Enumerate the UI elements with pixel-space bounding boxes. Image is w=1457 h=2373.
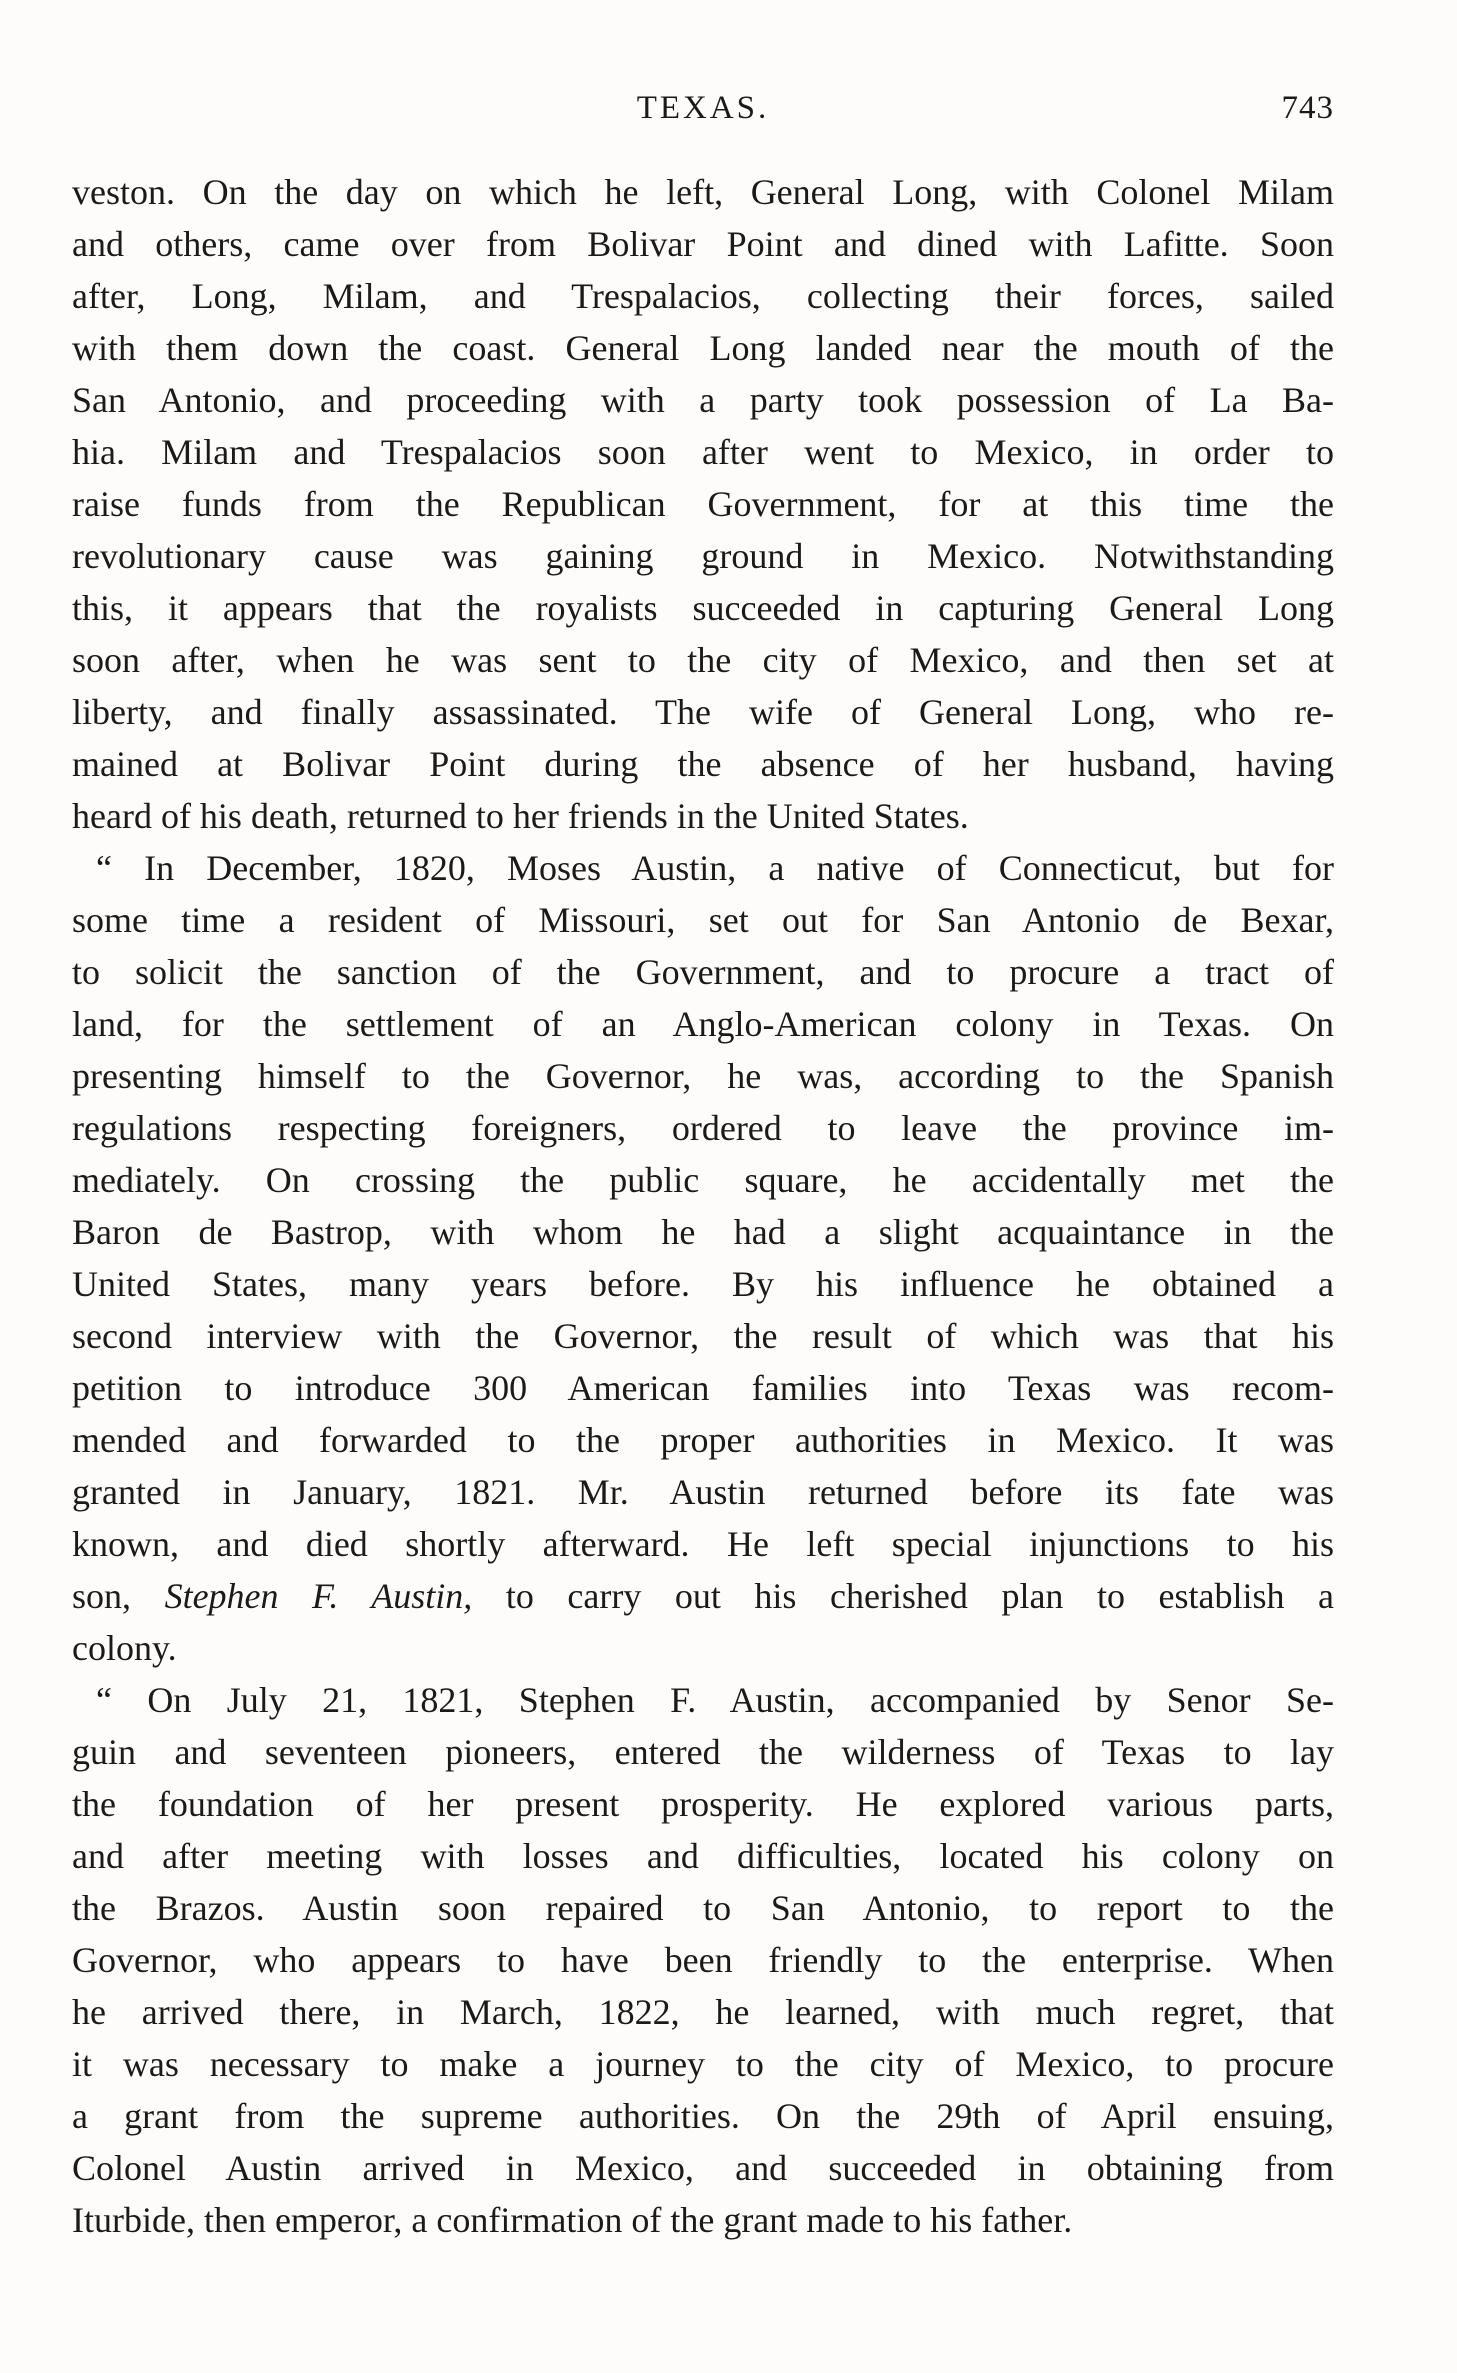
text-line: and after meeting with losses and difficulties, located his colony on [72, 1836, 1334, 1876]
text-line: “ On July 21, 1821, Stephen F. Austin, accompanied by Senor Se- [96, 1680, 1334, 1720]
text-line: to solicit the sanction of the Government, and to procure a tract of [72, 952, 1334, 992]
text-line: presenting himself to the Governor, he was, according to the Spanish [72, 1056, 1334, 1096]
text-line: heard of his death, returned to her friends in the United States. [72, 796, 969, 836]
text-line: colony. [72, 1628, 177, 1668]
text-line: Governor, who appears to have been friendly to the enterprise. When [72, 1940, 1334, 1980]
italic-name: Stephen F. Austin, [164, 1576, 473, 1616]
body-text [72, 166, 1334, 2246]
text-line: second interview with the Governor, the result of which was that his [72, 1316, 1334, 1356]
text-line: with them down the coast. General Long landed near the mouth of the [72, 328, 1334, 368]
text-line: the Brazos. Austin soon repaired to San Antonio, to report to the [72, 1888, 1334, 1928]
page-header [72, 90, 1334, 134]
text-line: regulations respecting foreigners, ordered to leave the province im- [72, 1108, 1334, 1148]
text-line: mediately. On crossing the public square, he accidentally met the [72, 1160, 1334, 1200]
text-line: soon after, when he was sent to the city of Mexico, and then set at [72, 640, 1334, 680]
text-line: revolutionary cause was gaining ground in Mexico. Notwithstanding [72, 536, 1334, 576]
text-line: land, for the settlement of an Anglo-American colony in Texas. On [72, 1004, 1334, 1044]
text-line: petition to introduce 300 American families into Texas was recom- [72, 1368, 1334, 1408]
page-number: 743 [1281, 90, 1334, 126]
text-line: liberty, and finally assassinated. The wife of General Long, who re- [72, 692, 1334, 732]
text-line: United States, many years before. By his influence he obtained a [72, 1264, 1334, 1304]
text-line: known, and died shortly afterward. He left special injunctions to his [72, 1524, 1334, 1564]
text-line: San Antonio, and proceeding with a party took possession of La Ba- [72, 380, 1334, 420]
text-line: guin and seventeen pioneers, entered the wilderness of Texas to lay [72, 1732, 1334, 1772]
text-line: “ In December, 1820, Moses Austin, a native of Connecticut, but for [96, 848, 1334, 888]
text-line: some time a resident of Missouri, set out for San Antonio de Bexar, [72, 900, 1334, 940]
text-line: Colonel Austin arrived in Mexico, and succeeded in obtaining from [72, 2148, 1334, 2188]
running-head: TEXAS. [636, 90, 770, 126]
text-line: granted in January, 1821. Mr. Austin returned before its fate was [72, 1472, 1334, 1512]
text-line: after, Long, Milam, and Trespalacios, collecting their forces, sailed [72, 276, 1334, 316]
text-line: the foundation of her present prosperity. He explored various parts, [72, 1784, 1334, 1824]
text-line [72, 1570, 1334, 1622]
text-line: mained at Bolivar Point during the absence of her husband, having [72, 744, 1334, 784]
text-line: a grant from the supreme authorities. On the 29th of April ensuing, [72, 2096, 1334, 2136]
text-run: son, [72, 1576, 165, 1616]
text-line: raise funds from the Republican Government, for at this time the [72, 484, 1334, 524]
text-line: he arrived there, in March, 1822, he learned, with much regret, that [72, 1992, 1334, 2032]
text-line: and others, came over from Bolivar Point and dined with Lafitte. Soon [72, 224, 1334, 264]
text-run: to carry out his cherished plan to establish a [472, 1576, 1335, 1616]
text-line: hia. Milam and Trespalacios soon after went to Mexico, in order to [72, 432, 1334, 472]
text-line: this, it appears that the royalists succeeded in capturing General Long [72, 588, 1334, 628]
text-line: Baron de Bastrop, with whom he had a slight acquaintance in the [72, 1212, 1334, 1252]
text-line: Iturbide, then emperor, a confirmation of the grant made to his father. [72, 2200, 1073, 2240]
text-line: mended and forwarded to the proper authorities in Mexico. It was [72, 1420, 1334, 1460]
text-line: veston. On the day on which he left, General Long, with Colonel Milam [72, 172, 1334, 212]
text-line: it was necessary to make a journey to the city of Mexico, to procure [72, 2044, 1334, 2084]
